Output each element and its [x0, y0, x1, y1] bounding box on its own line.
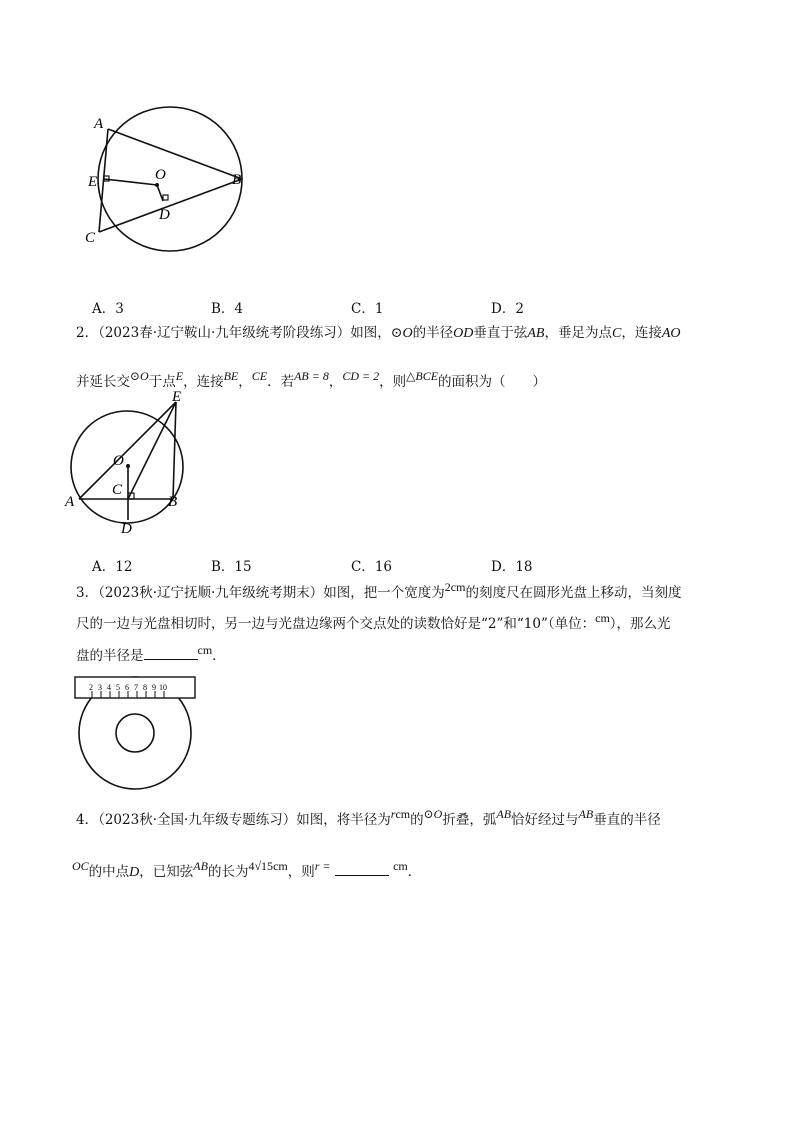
q3-text: ．	[212, 648, 226, 664]
fig1-circle	[98, 107, 242, 251]
q2-math-od: OD	[453, 326, 474, 341]
q3-answer-blank[interactable]	[144, 647, 198, 660]
q4-text: 的中点	[88, 864, 130, 880]
q3-text: 尺的一边与光盘相切时，另一边与光盘边缘两个交点处的读数恰好是“2”和“10”（单位：	[76, 616, 596, 632]
q3-line-2	[76, 611, 671, 634]
fig3-tick-4: 4	[107, 683, 111, 692]
q2-math-circle-o: ⊙O	[130, 369, 149, 383]
q2-text: ，连接	[621, 325, 662, 341]
q4-math-length: 4√15	[248, 859, 274, 873]
q4-math-ab: AB	[193, 859, 208, 873]
q2-math-ab-eq-8: AB = 8	[294, 369, 329, 383]
q2-math-triangle-bce: △BCE	[406, 369, 439, 383]
q2-text: ，	[238, 374, 252, 390]
fig2-label-o: O	[113, 453, 124, 469]
q3-math-width: 2cm	[444, 580, 466, 594]
q2-text: 于点	[148, 374, 176, 390]
fig3-tick-7: 7	[134, 683, 138, 692]
q1-option-d[interactable]: D．2	[491, 301, 524, 317]
fig1-segment-od	[157, 185, 163, 201]
fig1-center-dot	[155, 183, 159, 187]
q2-number: 2．	[76, 325, 99, 341]
figure-3-ruler-disc	[66, 670, 206, 794]
fig1-segment-ab	[108, 129, 242, 179]
q2-text: ．若	[267, 374, 295, 390]
q4-line-2	[72, 859, 422, 883]
q2-source: （2023春·辽宁鞍山·九年级统考阶段练习）	[98, 325, 351, 341]
fig1-segment-eo	[104, 179, 157, 185]
q3-line-1	[76, 580, 682, 603]
fig2-label-e: E	[172, 390, 182, 405]
fig2-label-a: A	[65, 494, 75, 510]
q1-option-a[interactable]: A．3	[92, 301, 124, 317]
q4-text: 的	[410, 812, 424, 828]
fig1-label-a: A	[94, 116, 104, 132]
q2-math-e: E	[175, 369, 184, 383]
q3-text: 的刻度尺在圆形光盘上移动，当刻度	[465, 585, 682, 601]
q2-line-2	[76, 369, 547, 392]
q2-text: 的面积为（ ）	[438, 374, 547, 390]
q2-text: 如图，	[350, 325, 391, 341]
q2-math-ce: CE	[251, 369, 268, 383]
fig3-tick-2: 2	[89, 683, 93, 692]
figure-1-circle-diagram	[70, 98, 270, 278]
q4-math-unit: cm	[393, 859, 408, 873]
fig2-label-c: C	[112, 482, 123, 498]
q4-text: ．	[407, 864, 422, 880]
fig3-tick-5: 5	[116, 683, 120, 692]
q3-math-unit: cm	[197, 643, 213, 657]
q2-line-1	[76, 323, 681, 344]
fig1-label-e: E	[88, 174, 98, 190]
q4-math-unit: cm	[273, 859, 288, 873]
q2-math-cd-eq-2: CD = 2	[342, 369, 380, 383]
q3-math-unit: cm	[595, 611, 610, 625]
fig3-disc-inner	[116, 714, 154, 752]
q3-text: ），那么光	[609, 616, 671, 632]
q2-option-b[interactable]: B．15	[211, 559, 252, 575]
q4-math-r: r	[390, 807, 396, 821]
q4-answer-blank[interactable]	[335, 863, 389, 876]
q4-text: ，已知弦	[139, 864, 194, 880]
q4-text: 折叠，弧	[442, 812, 497, 828]
q2-math-be: BE	[223, 369, 239, 383]
q3-text: 3．（2023秋·辽宁抚顺·九年级统考期末）如图，把一个宽度为	[76, 585, 445, 601]
q4-math-ab: AB	[578, 807, 594, 821]
fig3-tick-6: 6	[125, 683, 129, 692]
q4-line-1	[76, 807, 661, 830]
q2-text: ，则	[379, 374, 407, 390]
q2-text: ，连接	[183, 374, 224, 390]
q1-option-c[interactable]: C．1	[351, 301, 384, 317]
q2-text: ，	[328, 374, 343, 390]
q2-math-c: C	[611, 326, 622, 341]
q4-text: 4．（2023秋·全国·九年级专题练习）如图，将半径为	[76, 812, 391, 828]
q2-math-circle-o: ⊙O	[390, 326, 413, 341]
fig3-tick-10: 10	[159, 683, 167, 692]
q3-line-3	[76, 643, 226, 666]
q4-text: ，则	[287, 864, 315, 880]
fig2-label-d: D	[121, 521, 132, 537]
q2-math-ab: AB	[527, 326, 545, 341]
fig1-label-o: O	[155, 167, 166, 183]
q4-text: 的长为	[207, 864, 249, 880]
fig1-label-c: C	[85, 230, 96, 246]
q2-text: 垂直于弦	[473, 325, 528, 341]
fig3-tick-8: 8	[143, 683, 147, 692]
figure-2-circle-diagram	[62, 390, 202, 538]
q2-math-ao: AO	[661, 326, 681, 341]
fig2-segment-be	[173, 402, 176, 499]
q2-option-d[interactable]: D．18	[491, 559, 533, 575]
q4-math-circle-o: ⊙O	[423, 807, 443, 821]
q4-text: 恰好经过与	[511, 812, 579, 828]
fig3-tick-3: 3	[98, 683, 102, 692]
fig1-label-b: B	[232, 172, 242, 188]
fig1-right-angle-d	[163, 195, 168, 200]
q2-text: ，垂足为点	[544, 325, 612, 341]
q4-math-d: D	[129, 865, 140, 880]
q4-math-unit: cm	[395, 807, 411, 821]
fig3-tick-9: 9	[152, 683, 156, 692]
fig1-segment-cb	[99, 179, 242, 232]
fig1-label-d: D	[159, 207, 170, 223]
q2-option-a[interactable]: A．12	[92, 559, 133, 575]
q4-math-r-eq: r =	[314, 859, 331, 873]
fig2-center-dot	[126, 464, 130, 468]
fig2-label-b: B	[168, 494, 178, 510]
q1-option-b[interactable]: B．4	[211, 301, 244, 317]
q4-math-oc: OC	[72, 859, 89, 873]
q3-text: 盘的半径是	[76, 648, 144, 664]
q2-text: 的半径	[412, 325, 454, 341]
q2-text: 并延长交	[76, 374, 130, 390]
q2-option-c[interactable]: C．16	[351, 559, 393, 575]
q4-text: 垂直的半径	[593, 812, 661, 828]
q4-math-ab: AB	[496, 807, 512, 821]
